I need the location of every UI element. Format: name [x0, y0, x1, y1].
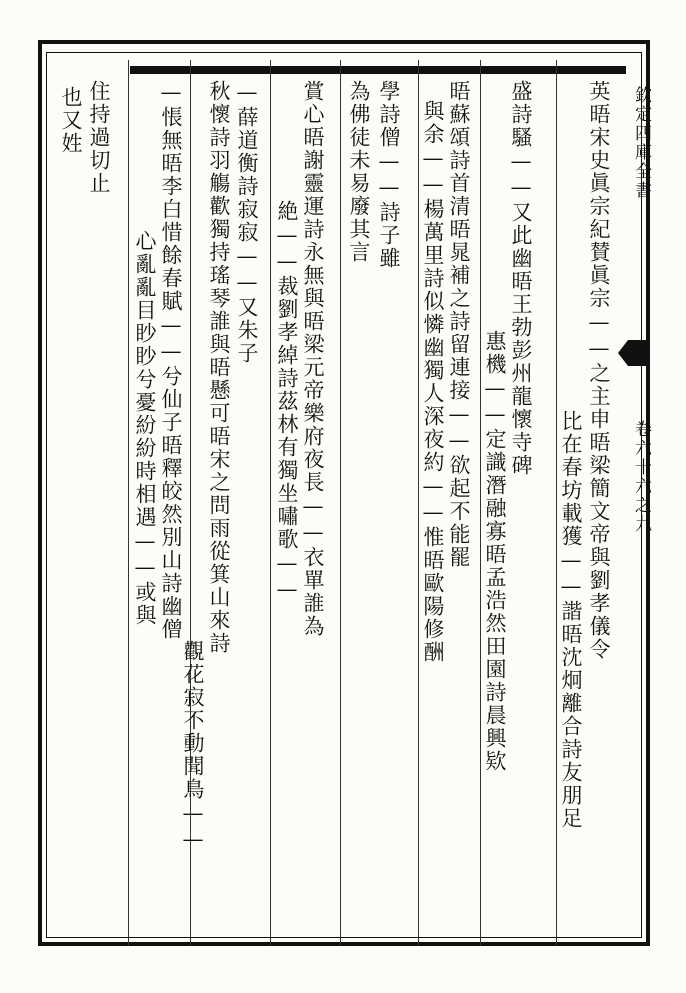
book-title: 欽定四庫全書	[631, 86, 651, 200]
text-column: 住持過切止	[87, 80, 111, 195]
column-rule	[556, 60, 557, 946]
column-rule	[418, 60, 419, 946]
text-column: 秋懷詩羽觴歡獨持瑤琴誰與晤懸可晤宋之問雨從箕山來詩	[207, 80, 231, 655]
text-column: 盛詩騷——又此幽晤王勃彭州龍懷寺碑	[509, 80, 533, 477]
text-column: 賞心晤謝靈運詩永無與晤梁元帝樂府夜長——衣單誰為	[301, 80, 325, 638]
column-rule	[340, 60, 341, 946]
text-column-extra: 觀花寂不動聞鳥——	[181, 640, 205, 853]
text-column: 晤蘇頌詩首清晤晁補之詩留連接——欲起不能罷	[447, 80, 471, 569]
text-column: 惠機——定識潛融寡晤孟浩然田園詩晨興欵	[483, 330, 507, 773]
text-column: 學詩僧——詩子雖	[377, 80, 401, 270]
text-column: 比在春坊載獲——諧晤沈炯離合詩友朋足	[559, 410, 583, 830]
text-column: 為佛徒未易廢其言	[347, 80, 371, 264]
fold-mark-icon	[618, 340, 628, 366]
column-rule	[480, 60, 481, 946]
text-column: 與余——楊萬里詩似憐幽獨人深夜約——惟晤歐陽修酬	[421, 100, 445, 664]
fold-mark	[628, 340, 650, 366]
text-column: 絶——裁劉孝綽詩茲林有獨坐嘯歌——	[275, 200, 299, 603]
text-column: —悵無晤李白惜餘春賦——兮仙子晤釋皎然別山詩幽僧	[159, 80, 183, 641]
text-column: —薛道衡詩寂寂——又朱子	[235, 80, 259, 365]
top-black-bar	[130, 66, 626, 74]
column-rule	[270, 60, 271, 946]
text-column: 也又姓	[59, 86, 83, 155]
volume-marker: 卷六十六之九	[631, 420, 651, 534]
text-column: 英晤宋史眞宗紀賛眞宗——之主申晤梁簡文帝與劉孝儀令	[587, 80, 611, 661]
text-column: 心亂亂目眇眇兮憂紛紛時相遇——或與	[133, 230, 157, 627]
column-rule	[128, 60, 129, 946]
